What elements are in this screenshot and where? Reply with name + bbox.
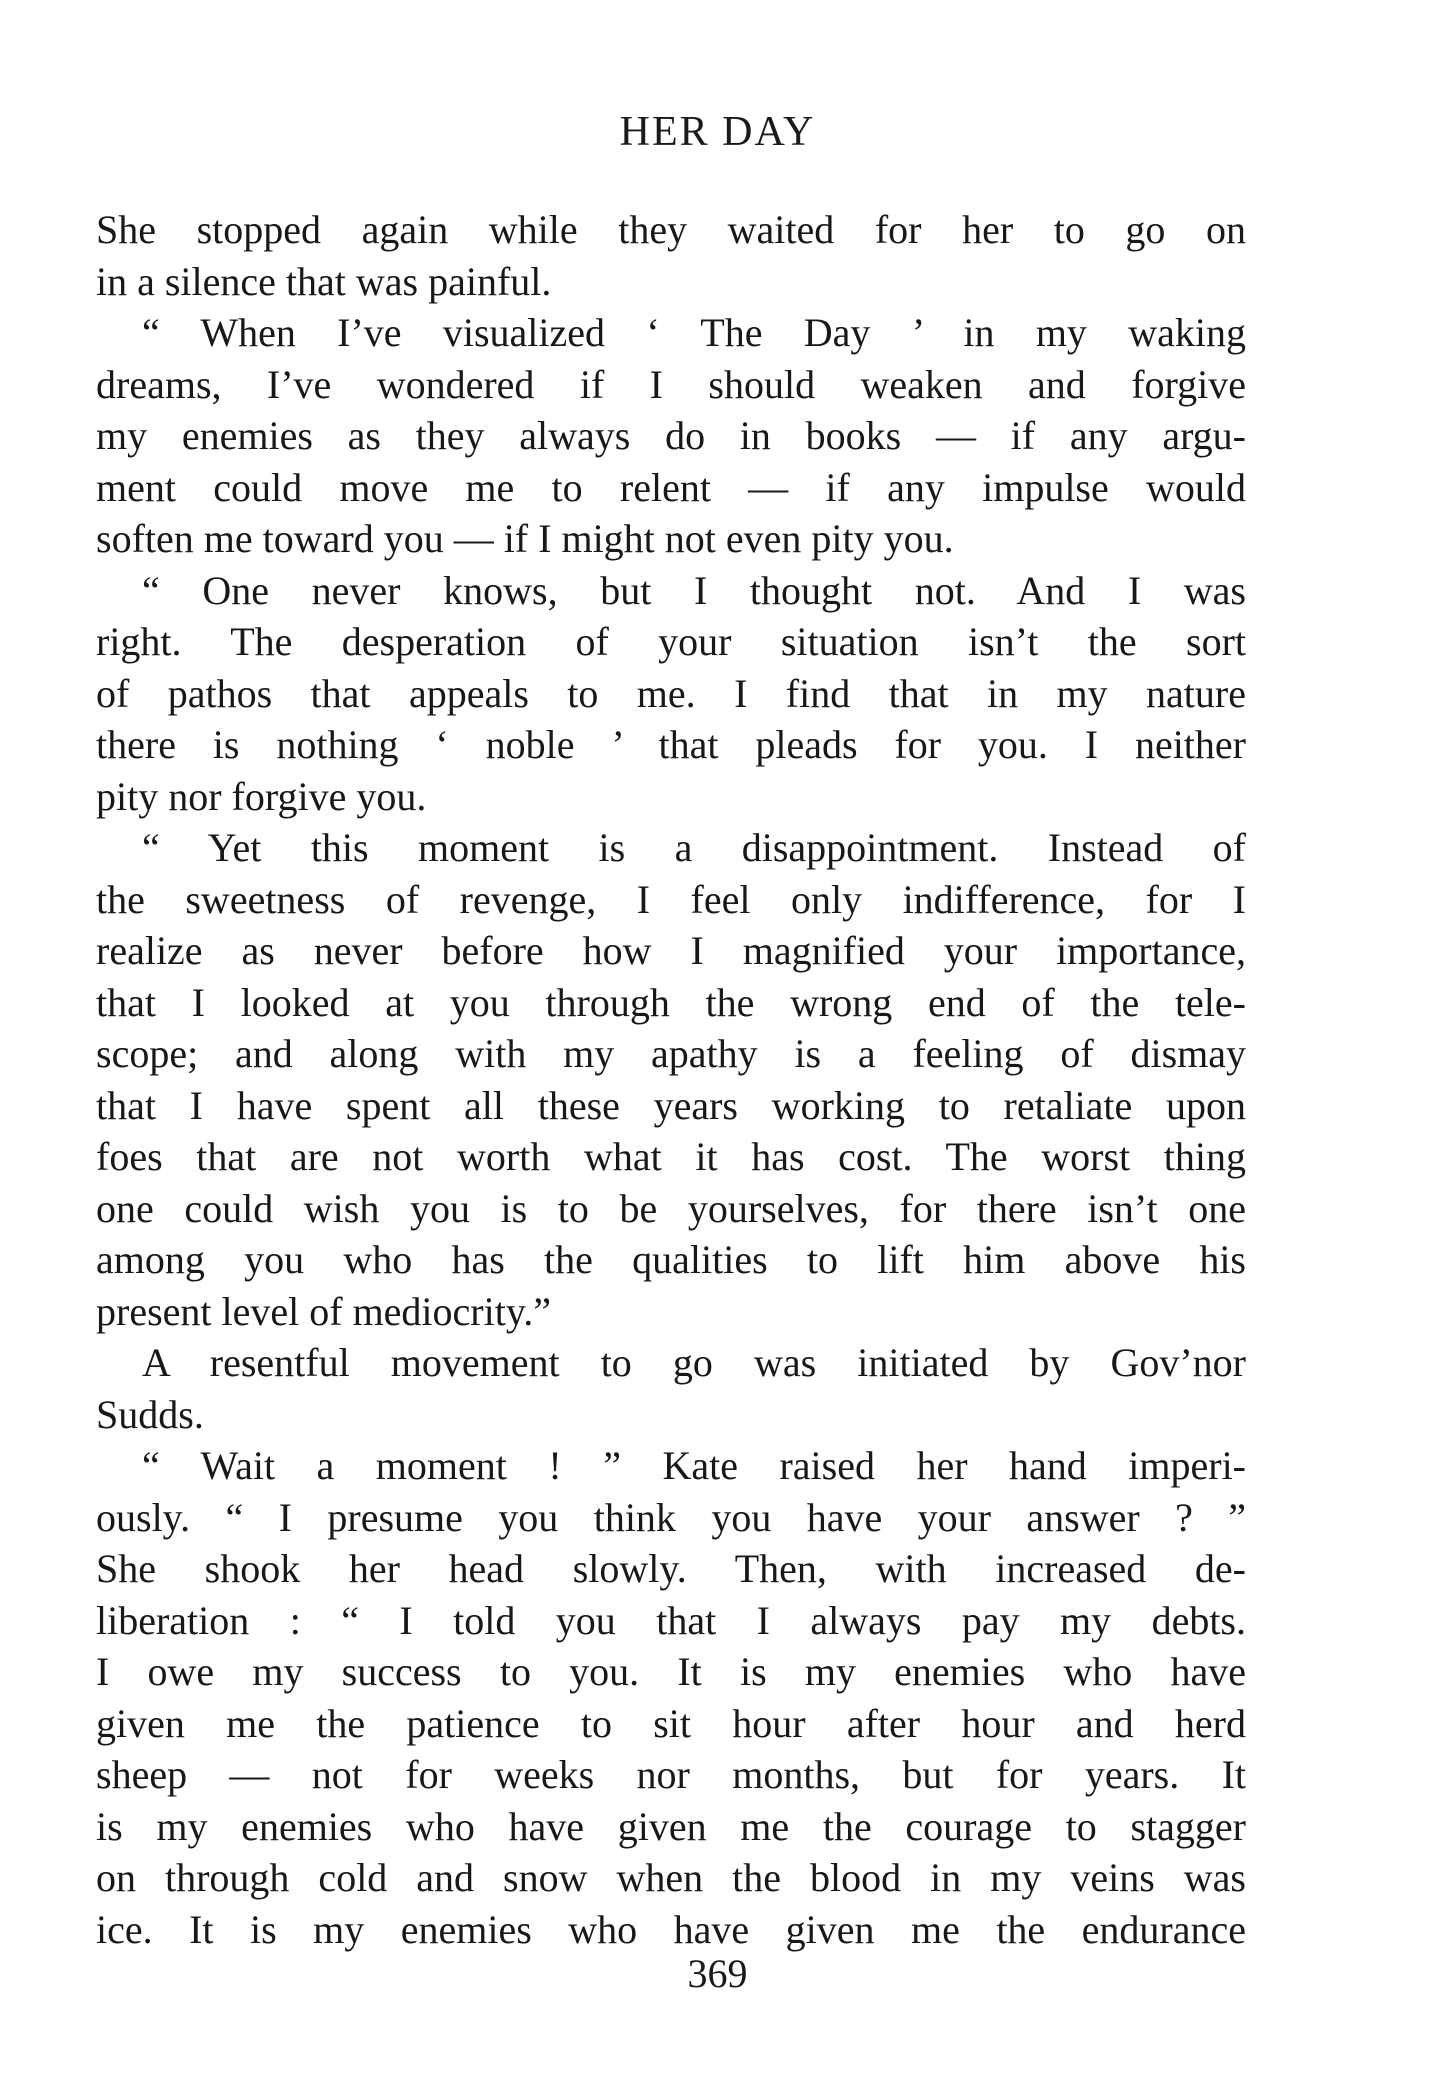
text-line: soften me toward you — if I might not even pity you. [96,516,954,561]
text-line: “ When I’ve visualized ‘ The Day ’ in my waking [142,310,1246,355]
page-number: 369 [687,1951,748,1996]
text-line: on through cold and snow when the blood in my veins was [96,1855,1246,1900]
text-line: that I have spent all these years working to retaliate upon [96,1082,1246,1128]
text-line: pity nor forgive you. [96,773,427,819]
text-line: present level of mediocrity.” [96,1288,551,1334]
text-line: She shook her head slowly. Then, with increased de- [96,1546,1246,1591]
text-line: one could wish you is to be yourselves, for there isn’t one [96,1185,1246,1231]
text-line: among you who has the qualities to lift him above his [96,1237,1246,1282]
text-line: is my enemies who have given me the courage to stagger [96,1803,1246,1849]
text-line: my enemies as they always do in books — if any argu- [96,413,1246,458]
text-line: “ One never knows, but I thought not. And I was [142,567,1246,613]
text-line: given me the patience to sit hour after hour and herd [96,1700,1246,1746]
text-line: A resentful movement to go was initiated by Gov’nor [142,1340,1246,1385]
text-line: ment could move me to relent — if any impulse would [96,464,1246,510]
text-line: the sweetness of revenge, I feel only indifference, for I [96,876,1246,922]
text-line: dreams, I’ve wondered if I should weaken and forgive [96,361,1246,407]
text-line: ice. It is my enemies who have given me the endurance [96,1906,1246,1952]
text-line: I owe my success to you. It is my enemies who have [96,1649,1246,1694]
text-line: right. The desperation of your situation isn’t the sort [96,619,1246,664]
text-line: foes that are not worth what it has cost. The worst thing [96,1134,1246,1179]
text-line: that I looked at you through the wrong end of the tele- [96,979,1246,1025]
text-line: of pathos that appeals to me. I find that in my nature [96,670,1246,716]
text-line: “ Wait a moment ! ” Kate raised her hand imperi- [142,1443,1246,1488]
text-line: in a silence that was painful. [96,258,552,304]
body-text [96,204,1246,1955]
text-line: liberation : “ I told you that I always pay my debts. [96,1597,1246,1643]
text-line: She stopped again while they waited for her to go on [96,207,1246,252]
text-line: there is nothing ‘ noble ’ that pleads for you. I neither [96,722,1246,767]
text-line: scope; and along with my apathy is a feeling of dismay [96,1031,1246,1076]
text-line: “ Yet this moment is a disappointment. Instead of [142,825,1246,870]
text-line: ously. “ I presume you think you have your answer ? ” [96,1494,1246,1540]
text-line: Sudds. [96,1391,204,1437]
text-line: sheep — not for weeks nor months, but for years. It [96,1752,1246,1797]
text-line: realize as never before how I magnified your importance, [96,928,1246,973]
running-title: HER DAY [619,109,816,155]
